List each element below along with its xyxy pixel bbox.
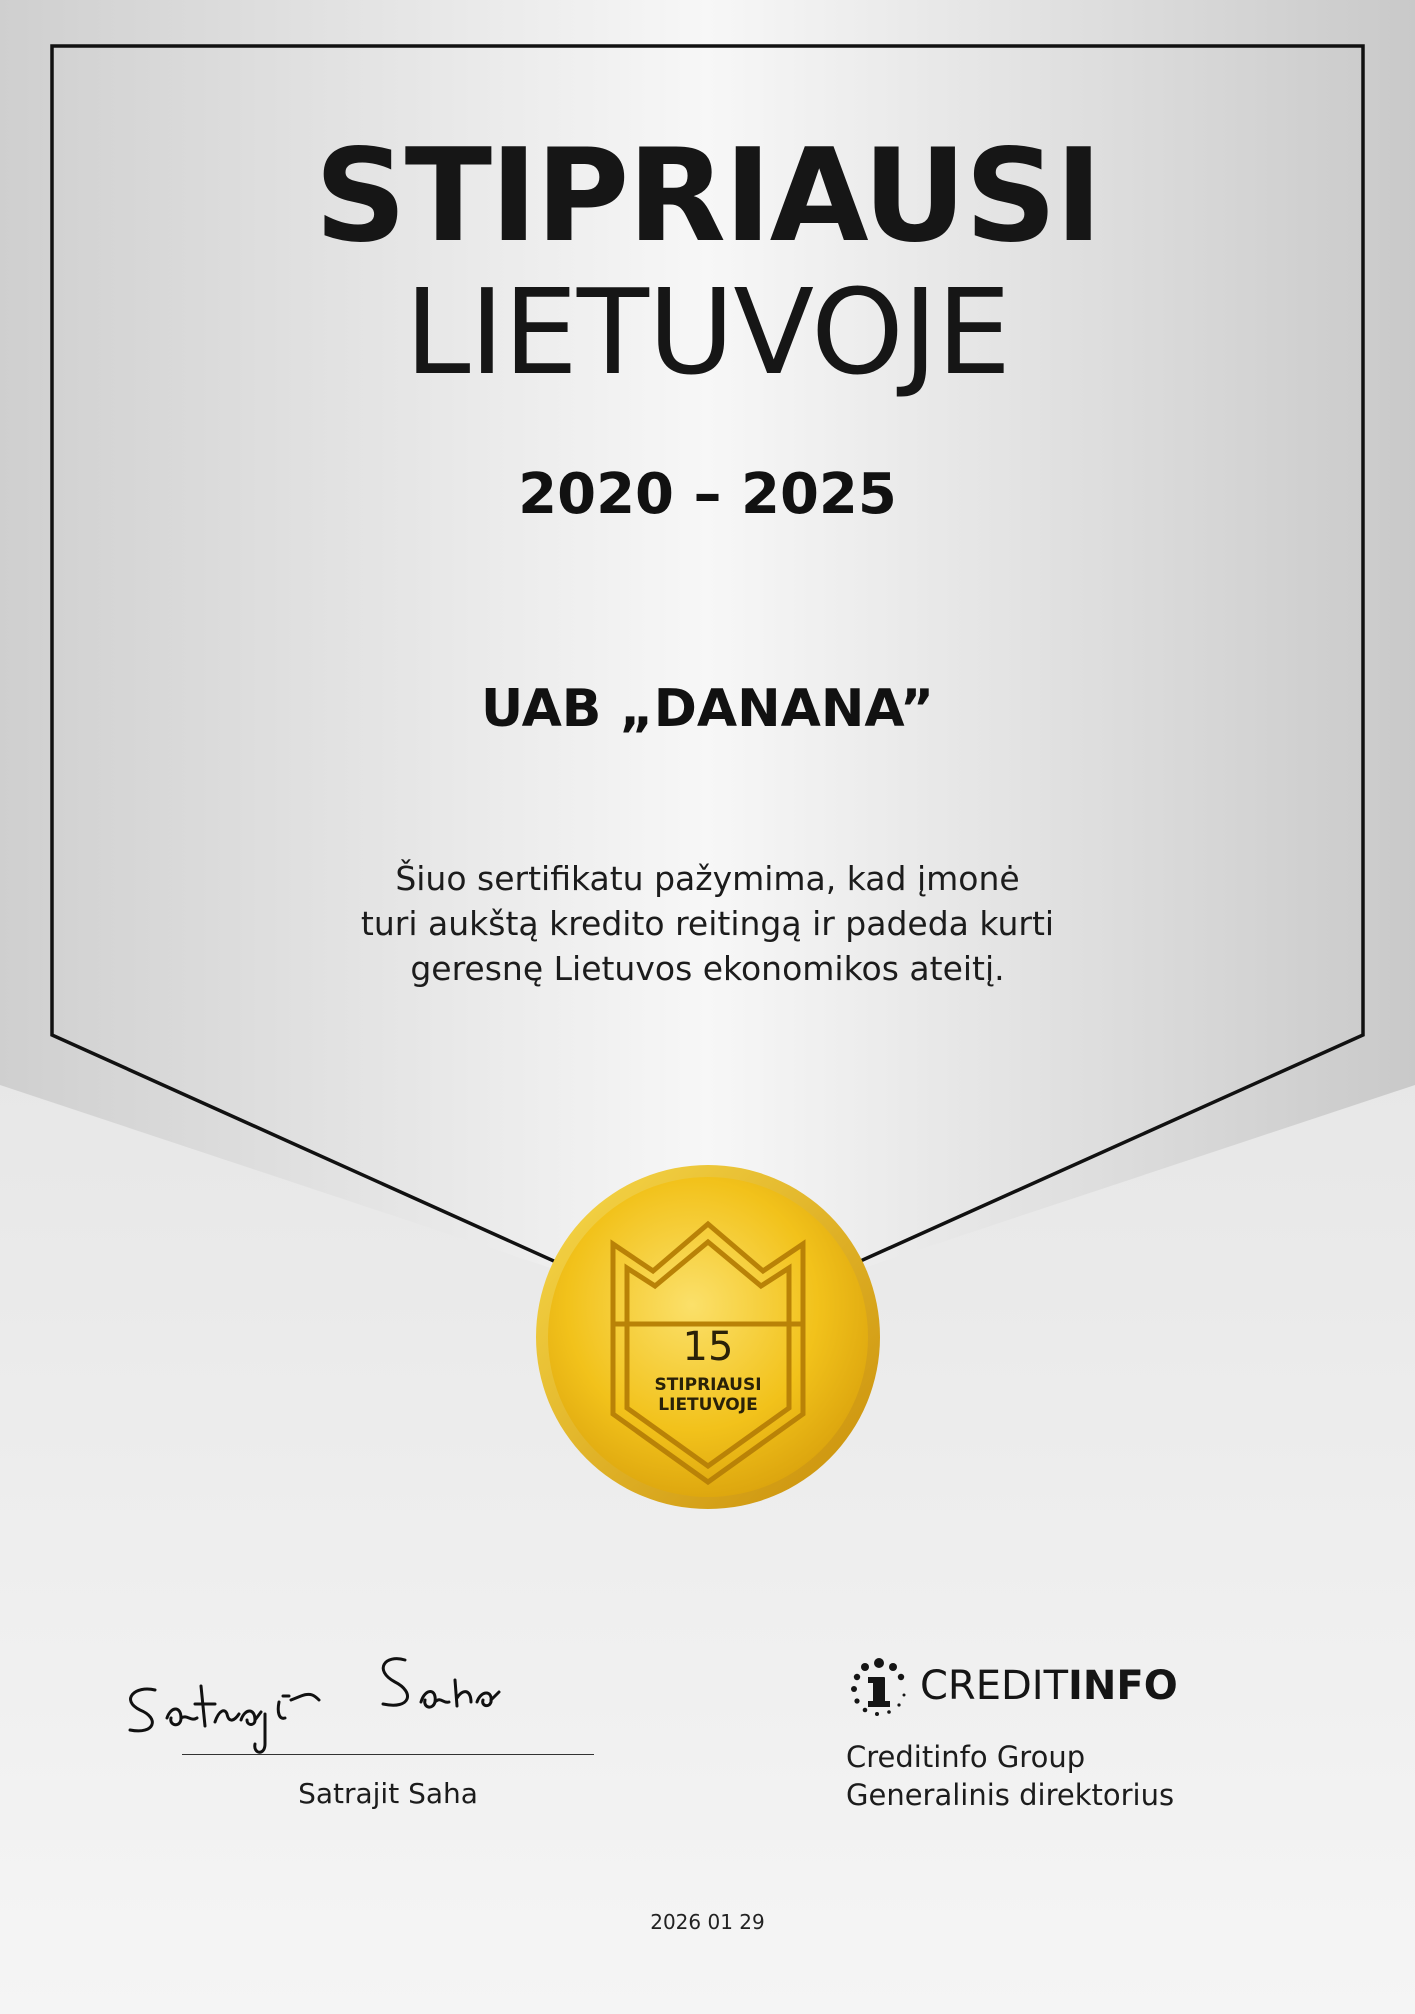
creditinfo-logo xyxy=(848,1654,1178,1718)
wordmark-bold: INFO xyxy=(1068,1663,1178,1709)
title-line-1: STIPRIAUSI xyxy=(314,122,1101,271)
medal-number: 15 xyxy=(682,1324,734,1370)
company-name: UAB „DANANA” xyxy=(480,679,935,739)
signer-name: Satrajit Saha xyxy=(298,1777,478,1810)
year-range: 2020 – 2025 xyxy=(518,462,897,527)
handwritten-signature xyxy=(115,1640,615,1760)
title-line-2: LIETUVOJE xyxy=(404,263,1011,401)
wordmark-light: CREDIT xyxy=(920,1663,1069,1709)
description-line-3: geresnę Lietuvos ekonomikos ateitį. xyxy=(410,949,1005,988)
description-line-2: turi aukštą kredito reitingą ir padeda kurti xyxy=(360,904,1055,943)
medal-line-2: LIETUVOJE xyxy=(658,1395,758,1415)
issue-date: 2026 01 29 xyxy=(650,1910,765,1934)
gold-medal xyxy=(535,1164,881,1510)
signature-line xyxy=(182,1754,594,1755)
description-line-1: Šiuo sertifikatu pažymima, kad įmonė xyxy=(395,859,1020,898)
issuer-company: Creditinfo Group xyxy=(846,1740,1086,1774)
certificate-description xyxy=(0,856,1415,991)
issuer-role: Generalinis direktorius xyxy=(846,1778,1175,1812)
medal-line-1: STIPRIAUSI xyxy=(654,1375,762,1395)
creditinfo-wordmark xyxy=(920,1662,1178,1710)
creditinfo-i-icon xyxy=(848,1655,910,1717)
